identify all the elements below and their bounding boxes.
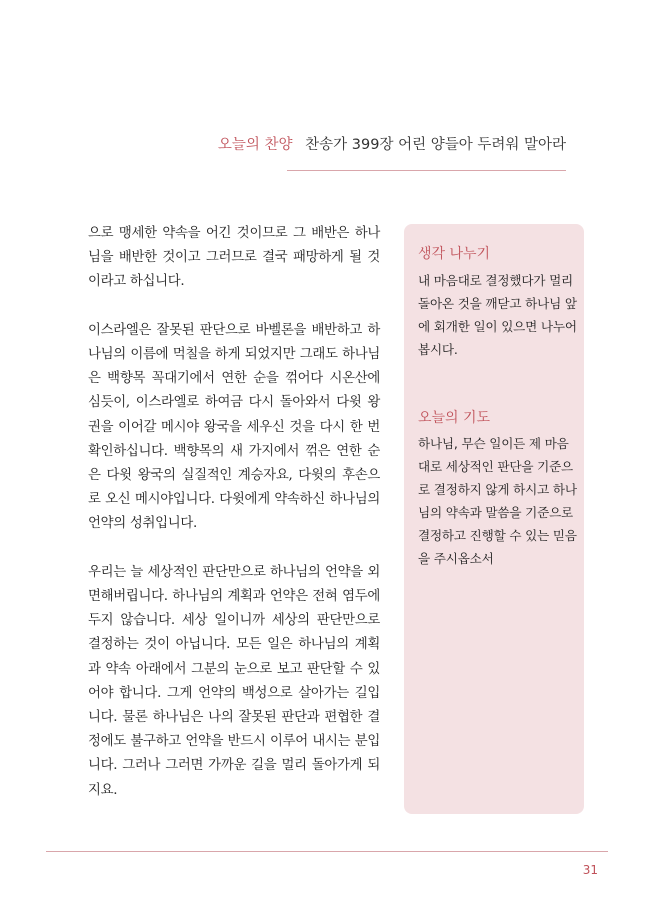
section-label: 오늘의 찬양 (217, 137, 293, 153)
paragraph: 이스라엘은 잘못된 판단으로 바벨론을 배반하고 하나님의 이름에 먹칠을 하게 되었지만 그래도 하나님은 백향목 꼭대기에서 연한 순을 꺾어다 시온산에 심듯이, 이스라엘로 하여금 다시 돌아와서 다윗 왕권을 이어갈 메시야 왕국을 세우신 것을 다시 한 번 확인하십니다. 백향목의 새 가지에서 꺾은 연한 순은 다윗 왕국의 실질적인 계승자요, 다윗의 후손으로 오신 메시야입니다. 다윗에게 약속하신 하나님의 언약의 성취입니다. (88, 322, 380, 532)
prayer-text: 하나님, 무슨 일이든 제 마음대로 세상적인 판단을 기준으로 결정하지 않게 하시고 하나님의 약속과 말씀을 기준으로 결정하고 진행할 수 있는 믿음을 주시옵소서 (418, 436, 577, 566)
page-header (218, 133, 566, 154)
paragraph: 우리는 늘 세상적인 판단만으로 하나님의 언약을 외면해버립니다. 하나님의 계획과 언약은 전혀 염두에 두지 않습니다. 세상 일이니까 세상의 판단만으로 결정하는 것이 아닙니다. 모든 일은 하나님의 계획과 약속 아래에서 그분의 눈으로 보고 판단할 수 있어야 합니다. 그게 언약의 백성으로 살아가는 길입니다. 물론 하나님은 나의 잘못된 판단과 편협한 결정에도 불구하고 언약을 반드시 이루어 내시는 분입니다. 그러나 그러면 가까운 길을 멀리 돌아가게 되지요. (88, 564, 380, 798)
page-number: 31 (582, 863, 598, 877)
prayer-title: 오늘의 기도 (418, 410, 491, 426)
header-divider (287, 170, 566, 171)
footer-divider (46, 851, 608, 852)
hymn-title: 찬송가 399장 어린 양들아 두려워 말아라 (305, 137, 566, 153)
main-text (88, 222, 380, 827)
paragraph: 으로 맹세한 약속을 어긴 것이므로 그 배반은 하나님을 배반한 것이고 그러므로 결국 패망하게 될 것이라고 하십니다. (88, 226, 380, 290)
sidebar-box (404, 224, 584, 814)
reflection-text: 내 마음대로 결정했다가 멀리 돌아온 것을 깨닫고 하나님 앞에 회개한 일이 있으면 나누어 봅시다. (418, 273, 577, 357)
reflection-title: 생각 나누기 (418, 246, 491, 262)
